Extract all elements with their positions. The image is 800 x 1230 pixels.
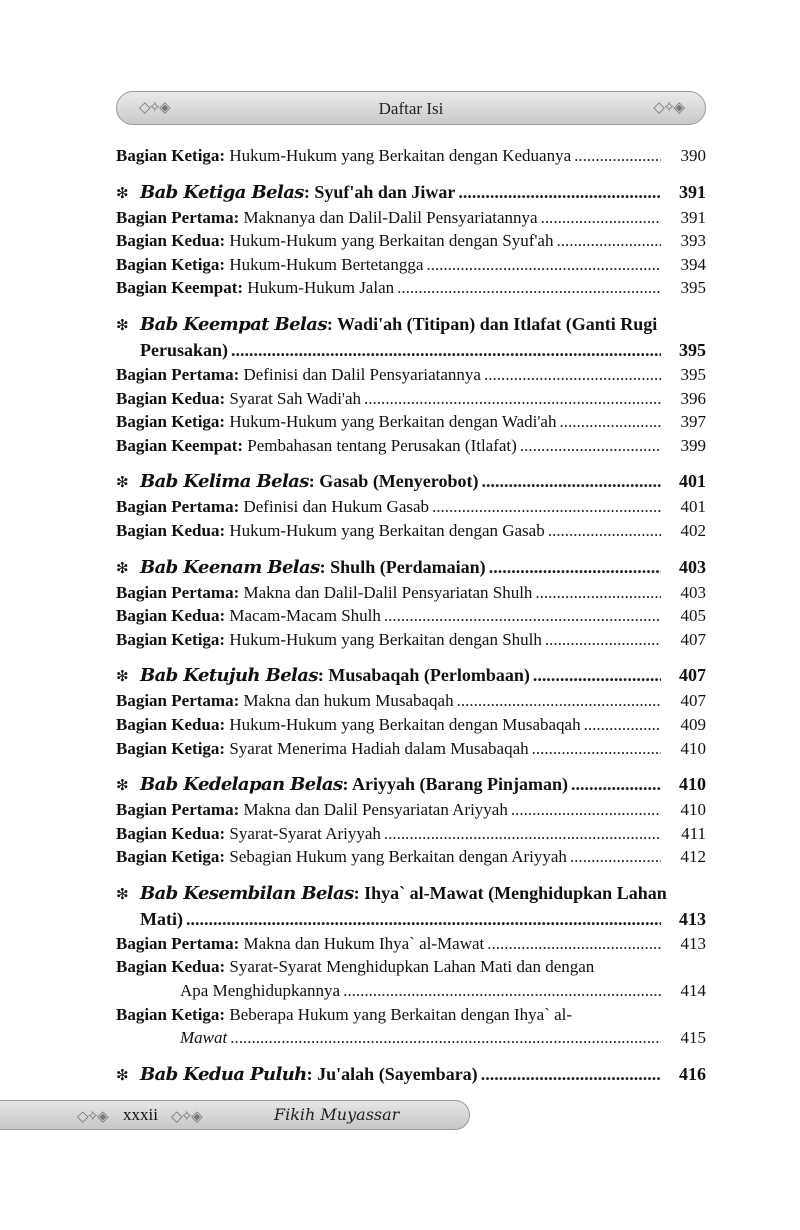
- toc-entry[interactable]: [116, 737, 706, 761]
- ornament-left-icon: ◇✧◈: [77, 1109, 107, 1125]
- chapter-title: Musabaqah (Perlombaan): [328, 665, 530, 686]
- section-title: Maknanya dan Dalil-Dalil Pensyariatannya: [239, 207, 538, 227]
- section-label: Bagian Kedua:: [116, 520, 226, 540]
- page-number: 415: [680, 1028, 706, 1048]
- page-number: 413: [679, 908, 706, 929]
- page-number: 410: [679, 774, 706, 795]
- chapter-entry[interactable]: ❇ Bab Keempat Belas: Wadi'ah (Titipan) dan Itlafat (Ganti Rugi Perusakan) ..... 395: [116, 312, 706, 363]
- section-label: Bagian Kedua:: [116, 823, 226, 843]
- page-title: Daftar Isi: [378, 99, 444, 118]
- section-title: Definisi dan Dalil Pensyariatannya: [239, 364, 481, 384]
- page-number: 416: [679, 1063, 706, 1084]
- section-label: Bagian Kedua:: [116, 714, 226, 734]
- page-number: 409: [680, 714, 706, 734]
- toc-entry[interactable]: [116, 713, 706, 737]
- section-title: Makna dan Dalil-Dalil Pensyariatan Shulh: [239, 582, 533, 602]
- section-title: Hukum-Hukum yang Berkaitan dengan Shulh: [225, 629, 542, 649]
- section-label: Bagian Ketiga:: [116, 629, 226, 649]
- section-label: Bagian Ketiga:: [116, 738, 226, 758]
- toc-entry[interactable]: [116, 410, 706, 434]
- page-header: [116, 91, 706, 125]
- section-label: Bagian Keempat:: [116, 435, 244, 455]
- section-title: Hukum-Hukum yang Berkaitan dengan Musabaqah: [225, 714, 581, 734]
- toc-entry[interactable]: [116, 845, 706, 869]
- page-number: 390: [680, 146, 706, 165]
- page-number: 405: [680, 606, 706, 626]
- section-label: Bagian Ketiga:: [116, 847, 226, 867]
- section-title: Makna dan Dalil Pensyariatan Ariyyah: [239, 800, 508, 820]
- chapter-name: Bab Kedua Puluh: [140, 1063, 307, 1085]
- page-number: 396: [680, 388, 706, 408]
- bullet-icon: ❇: [116, 884, 129, 903]
- page-number: 397: [680, 412, 706, 432]
- book-title: Fikih Muyassar: [274, 1105, 400, 1124]
- section-title: Syarat-Syarat Ariyyah: [225, 823, 381, 843]
- section-title-cont: Apa Menghidupkannya: [180, 981, 341, 1001]
- page-number: 412: [680, 847, 706, 867]
- page-number: 394: [680, 254, 706, 274]
- toc-entry[interactable]: [116, 955, 706, 1002]
- section-label: Bagian Kedua:: [116, 957, 226, 977]
- section-label: Bagian Kedua:: [116, 388, 226, 408]
- chapter-entry[interactable]: ❇ Bab Kesembilan Belas: Ihya` al-Mawat (Menghidupkan Lahan Mati) ..... 413: [116, 881, 706, 932]
- section-title: Hukum-Hukum yang Berkaitan dengan Syuf'ah: [225, 231, 554, 251]
- section-label: Bagian Pertama:: [116, 364, 240, 384]
- section-title: Syarat Menerima Hadiah dalam Musabaqah: [225, 738, 529, 758]
- page-number: 407: [680, 629, 706, 649]
- section-title: Makna dan hukum Musabaqah: [239, 691, 454, 711]
- toc-entry[interactable]: [116, 387, 706, 411]
- section-title: Pembahasan tentang Perusakan (Itlafat): [243, 435, 517, 455]
- bullet-icon: ❇: [116, 473, 129, 492]
- toc-entry[interactable]: [116, 798, 706, 822]
- toc-entry[interactable]: [116, 822, 706, 846]
- chapter-title: Ariyyah (Barang Pinjaman): [352, 774, 568, 795]
- page-number: 411: [681, 823, 706, 843]
- chapter-title: Ihya` al-Mawat (Menghidupkan Lahan: [364, 882, 667, 903]
- section-label: Bagian Pertama:: [116, 691, 240, 711]
- section-label: Bagian Kedua:: [116, 231, 226, 251]
- section-label: Bagian Ketiga:: [116, 412, 226, 432]
- bullet-icon: ❇: [116, 558, 129, 577]
- page-number: 414: [680, 981, 706, 1001]
- toc-entry[interactable]: [116, 1003, 706, 1050]
- page-number: 403: [679, 556, 706, 577]
- toc-entry[interactable]: [116, 363, 706, 387]
- chapter-entry[interactable]: ❇ Bab Kedua Puluh: Ju'alah (Sayembara) ..... 416: [116, 1062, 706, 1088]
- ornament-right-icon: ◇✧◈: [171, 1109, 201, 1125]
- table-of-contents: [116, 144, 706, 1088]
- chapter-entry[interactable]: ❇ Bab Kedelapan Belas: Ariyyah (Barang Pinjaman) ..... 410: [116, 772, 706, 798]
- page-footer: [0, 1100, 470, 1130]
- bullet-icon: ❇: [116, 776, 129, 795]
- section-title: Hukum-Hukum yang Berkaitan dengan Keduanya: [225, 146, 572, 165]
- toc-entry[interactable]: [116, 206, 706, 230]
- section-label: Bagian Ketiga:: [116, 1004, 226, 1024]
- toc-entry[interactable]: [116, 434, 706, 458]
- bullet-icon: ❇: [116, 1065, 129, 1084]
- chapter-title: Ju'alah (Sayembara): [317, 1063, 478, 1084]
- section-label: Bagian Pertama:: [116, 207, 240, 227]
- chapter-name: Bab Kelima Belas: [140, 471, 309, 493]
- section-title: Syarat Sah Wadi'ah: [225, 388, 362, 408]
- chapter-name: Bab Keenam Belas: [140, 556, 320, 578]
- page-number: 395: [680, 364, 706, 384]
- section-label: Bagian Pertama:: [116, 800, 240, 820]
- section-title-cont: Mawat: [180, 1028, 228, 1048]
- page-number: 399: [680, 435, 706, 455]
- chapter-title-cont: Mati): [140, 908, 183, 929]
- section-title: Syarat-Syarat Menghidupkan Lahan Mati dan dengan: [225, 957, 595, 977]
- toc-entry[interactable]: [116, 628, 706, 652]
- page-number: 391: [680, 207, 706, 227]
- section-title: Hukum-Hukum yang Berkaitan dengan Wadi'ah: [225, 412, 557, 432]
- ornament-right-icon: ◇✧◈: [653, 100, 683, 116]
- page-number: 393: [680, 231, 706, 251]
- chapter-name: Bab Kedelapan Belas: [140, 774, 343, 796]
- chapter-name: Bab Ketujuh Belas: [140, 665, 318, 687]
- chapter-title: Shulh (Perdamaian): [330, 556, 486, 577]
- chapter-entry[interactable]: ❇ Bab Ketiga Belas: Syuf'ah dan Jiwar ..... 391: [116, 180, 706, 206]
- toc-entry[interactable]: [116, 229, 706, 253]
- page-number: 413: [680, 933, 706, 953]
- toc-entry[interactable]: [116, 253, 706, 277]
- toc-entry[interactable]: [116, 581, 706, 605]
- section-title: Hukum-Hukum Bertetangga: [225, 254, 424, 274]
- page-number: 401: [680, 497, 706, 517]
- section-title: Sebagian Hukum yang Berkaitan dengan Ariyyah: [225, 847, 567, 867]
- section-title: Makna dan Hukum Ihya` al-Mawat: [239, 933, 485, 953]
- page-number: 395: [679, 339, 706, 360]
- section-title: Macam-Macam Shulh: [225, 606, 381, 626]
- section-label: Bagian Pertama:: [116, 582, 240, 602]
- section-label: Bagian Keempat:: [116, 278, 244, 298]
- section-title: Beberapa Hukum yang Berkaitan dengan Ihya` al-: [225, 1004, 573, 1024]
- toc-entry[interactable]: [116, 276, 706, 300]
- section-label: Bagian Pertama:: [116, 933, 240, 953]
- page-number: 403: [680, 582, 706, 602]
- bullet-icon: ❇: [116, 315, 129, 334]
- page-number: 410: [680, 738, 706, 758]
- chapter-name: Bab Kesembilan Belas: [140, 882, 354, 904]
- chapter-entry[interactable]: ❇ Bab Keenam Belas: Shulh (Perdamaian) ..... 403: [116, 555, 706, 581]
- section-label: Bagian Kedua:: [116, 606, 226, 626]
- section-title: Hukum-Hukum Jalan: [243, 278, 395, 298]
- bullet-icon: ❇: [116, 667, 129, 686]
- bullet-icon: ❇: [116, 183, 129, 202]
- section-title: Definisi dan Hukum Gasab: [239, 497, 430, 517]
- chapter-name: Bab Keempat Belas: [140, 313, 327, 335]
- chapter-entry[interactable]: ❇ Bab Kelima Belas: Gasab (Menyerobot) ..... 401: [116, 469, 706, 495]
- toc-entry[interactable]: [116, 495, 706, 519]
- ornament-left-icon: ◇✧◈: [139, 100, 169, 116]
- chapter-title: Wadi'ah (Titipan) dan Itlafat (Ganti Rugi: [337, 313, 658, 334]
- chapter-name: Bab Ketiga Belas: [140, 181, 304, 203]
- chapter-title-cont: Perusakan): [140, 339, 229, 360]
- page-number: 410: [680, 800, 706, 820]
- page-number: 391: [679, 181, 706, 202]
- toc-entry[interactable]: [116, 519, 706, 543]
- toc-entry[interactable]: [116, 932, 706, 956]
- footer-page-number: xxxii: [123, 1105, 158, 1124]
- page-number: 407: [680, 691, 706, 711]
- page-number: 395: [680, 278, 706, 298]
- section-label: Bagian Ketiga:: [116, 146, 226, 165]
- section-label: Bagian Ketiga:: [116, 254, 226, 274]
- section-label: Bagian Pertama:: [116, 497, 240, 517]
- page-number: 407: [679, 665, 706, 686]
- toc-entry[interactable]: [116, 144, 706, 168]
- page-number: 401: [679, 471, 706, 492]
- chapter-title: Syuf'ah dan Jiwar: [314, 181, 456, 202]
- toc-entry[interactable]: [116, 604, 706, 628]
- chapter-entry[interactable]: ❇ Bab Ketujuh Belas: Musabaqah (Perlombaan) ..... 407: [116, 663, 706, 689]
- toc-entry[interactable]: [116, 689, 706, 713]
- section-title: Hukum-Hukum yang Berkaitan dengan Gasab: [225, 520, 545, 540]
- page-number: 402: [680, 520, 706, 540]
- chapter-title: Gasab (Menyerobot): [319, 471, 479, 492]
